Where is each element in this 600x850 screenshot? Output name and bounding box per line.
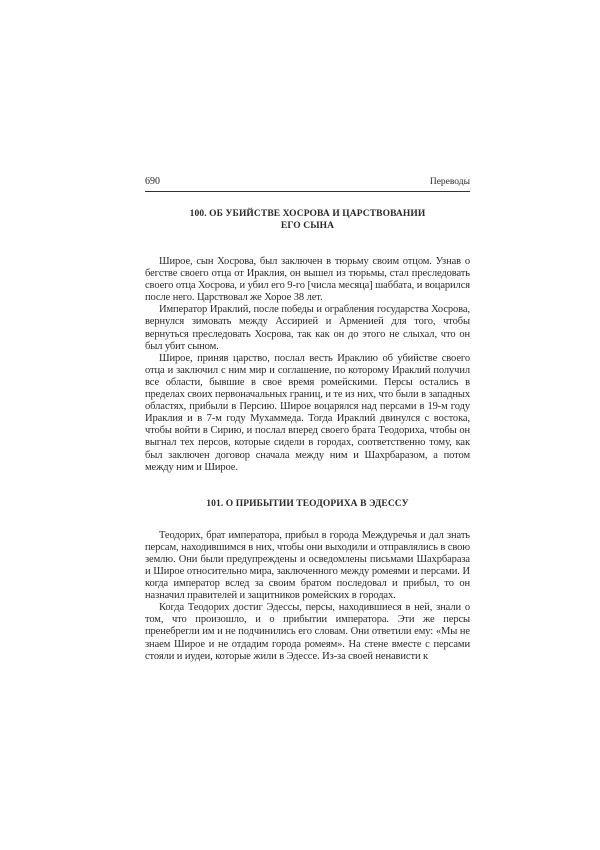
chapter-100-title-line1: 100. ОБ УБИЙСТВЕ ХОСРОВА И ЦАРСТВОВАНИИ xyxy=(189,209,426,219)
chapter-100-body xyxy=(145,256,470,474)
page-number: 690 xyxy=(145,176,160,187)
paragraph: Когда Теодорих достиг Эдессы, персы, находившиеся в ней, знали о том, что произошло, и о прибытии императора. Эти же персы пренебрегли им и не подчинились его словам. Они ответили ему: «Мы не знаем Широе и не отдадим города ромеям». На стене вместе с персами стояли и иудеи, которые жили в Эдессе. Из-за своей ненависти к xyxy=(145,602,470,662)
book-page xyxy=(145,176,470,663)
paragraph: Император Ираклий, после победы и ограбления государства Хосрова, вернулся зимовать между Ассирией и Арменией для того, чтобы вернуться преследовать Хосрова, так как он до этого не слыхал, что он был убит сыном. xyxy=(145,304,470,352)
paragraph: Теодорих, брат императора, прибыл в города Междуречья и дал знать персам, находившимся в них, чтобы они выходили и отправлялись в свою землю. Они были предупреждены и осведомлены письмами Шахрбараза и Широе относительно мира, заключенного между ромеями и персами. И когда император вслед за своим братом последовал и прибыл, то он назначил правителей и защитников ромейских в городах. xyxy=(145,529,470,602)
chapter-101-title-line: 101. О ПРИБЫТИИ ТЕОДОРИХА В ЭДЕССУ xyxy=(206,498,409,509)
running-head-section: Переводы xyxy=(429,177,470,187)
chapter-100-title xyxy=(145,208,470,232)
chapter-101-body xyxy=(145,530,470,663)
running-head xyxy=(145,176,470,192)
chapter-100-title-line2: ЕГО СЫНА xyxy=(280,221,335,231)
paragraph: Широе, приняв царство, послал весть Ираклию об убийстве своего отца и заключил с ним мир и соглашение, по которому Ираклий получил все области, бывшие в свое время ромейскими. Персы остались в пределах своих первоначальных границ, и те из них, что были в западных областях, прибыли в Персию. Широе воцарялся над персами в 19-м году Ираклия и в 7-м году Мухаммеда. Тогда Ираклий двинулся с востока, чтобы войти в Сирию, и послал вперед своего брата Теодориха, чтобы он выгнал тех персов, которые сидели в городах, соответственно тому, как был заключен договор сначала между ним и Шахрбаразом, а потом между ним и Широе. xyxy=(145,352,470,473)
paragraph: Широе, сын Хосрова, был заключен в тюрьму своим отцом. Узнав о бегстве своего отца от Ираклия, он вышел из тюрьмы, стал преследовать своего отца Хосрова, и убил его 9-го [числа месяца] шаббата, и воцарился после него. Царствовал же Хорое 38 лет. xyxy=(145,256,470,304)
chapter-101-title xyxy=(145,498,470,510)
